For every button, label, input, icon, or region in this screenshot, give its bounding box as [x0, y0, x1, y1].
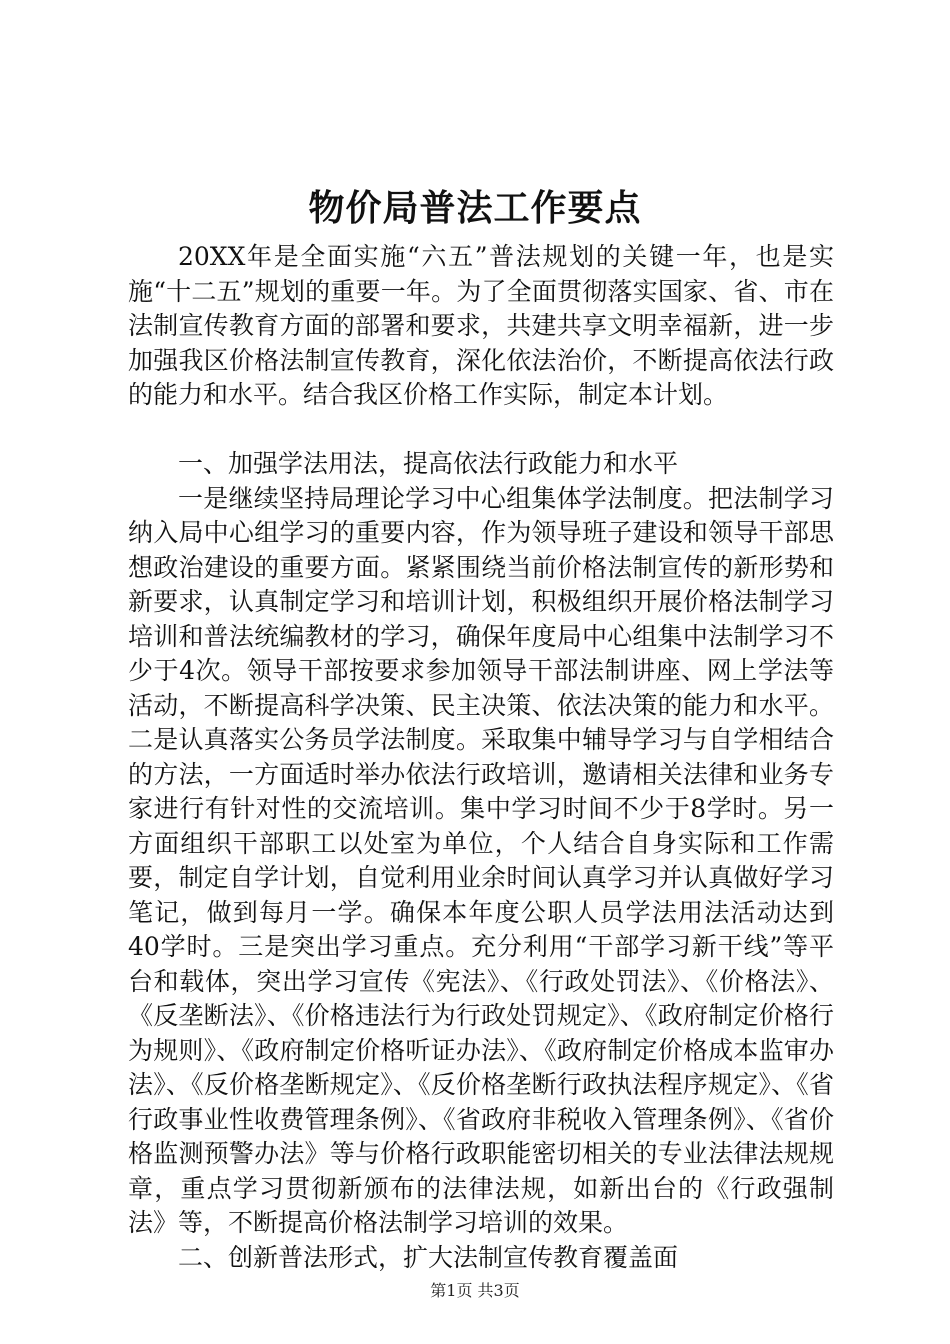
page-footer: 第1页 共3页: [430, 1281, 520, 1300]
document-body: [128, 240, 834, 1275]
section-heading-2: 二、创新普法形式，扩大法制宣传教育覆盖面: [178, 1242, 679, 1272]
intro-paragraph: 20XX年是全面实施“六五”普法规划的关键一年，也是实施“十二五”规划的重要一年。为了全面贯彻落实国家、省、市在法制宣传教育方面的部署和要求，共建共享文明幸福新，进一步加强我区价格法制宣传教育，深化依法治价，不断提高依法行政的能力和水平。结合我区价格工作实际，制定本计划。: [128, 242, 834, 409]
section-1-paragraph: 一是继续坚持局理论学习中心组集体学法制度。把法制学习纳入局中心组学习的重要内容，作为领导班子建设和领导干部思想政治建设的重要方面。紧紧围绕当前价格法制宣传的新形势和新要求，认真制定学习和培训计划，积极组织开展价格法制学习培训和普法统编教材的学习，确保年度局中心组集中法制学习不少于4次。领导干部按要求参加领导干部法制讲座、网上学法等活动，不断提高科学决策、民主决策、依法决策的能力和水平。二是认真落实公务员学法制度。采取集中辅导学习与自学相结合的方法，一方面适时举办依法行政培训，邀请相关法律和业务专家进行有针对性的交流培训。集中学习时间不少于8学时。另一方面组织干部职工以处室为单位，个人结合自身实际和工作需要，制定自学计划，自觉利用业余时间认真学习并认真做好学习笔记，做到每月一学。确保本年度公职人员学法用法活动达到40学时。三是突出学习重点。充分利用“干部学习新干线”等平台和载体，突出学习宣传《宪法》、《行政处罚法》、《价格法》、《反垄断法》、《价格违法行为行政处罚规定》、《政府制定价格行为规则》、《政府制定价格听证办法》、《政府制定价格成本监审办法》、《反价格垄断规定》、《反价格垄断行政执法程序规定》、《省行政事业性收费管理条例》、《省政府非税收入管理条例》、《省价格监测预警办法》等与价格行政职能密切相关的专业法律法规规章，重点学习贯彻新颁布的法律法规，如新出台的《行政强制法》等，不断提高价格法制学习培训的效果。: [128, 483, 834, 1237]
document-title: 物价局普法工作要点: [308, 187, 642, 229]
section-heading-1: 一、加强学法用法，提高依法行政能力和水平: [178, 449, 679, 478]
